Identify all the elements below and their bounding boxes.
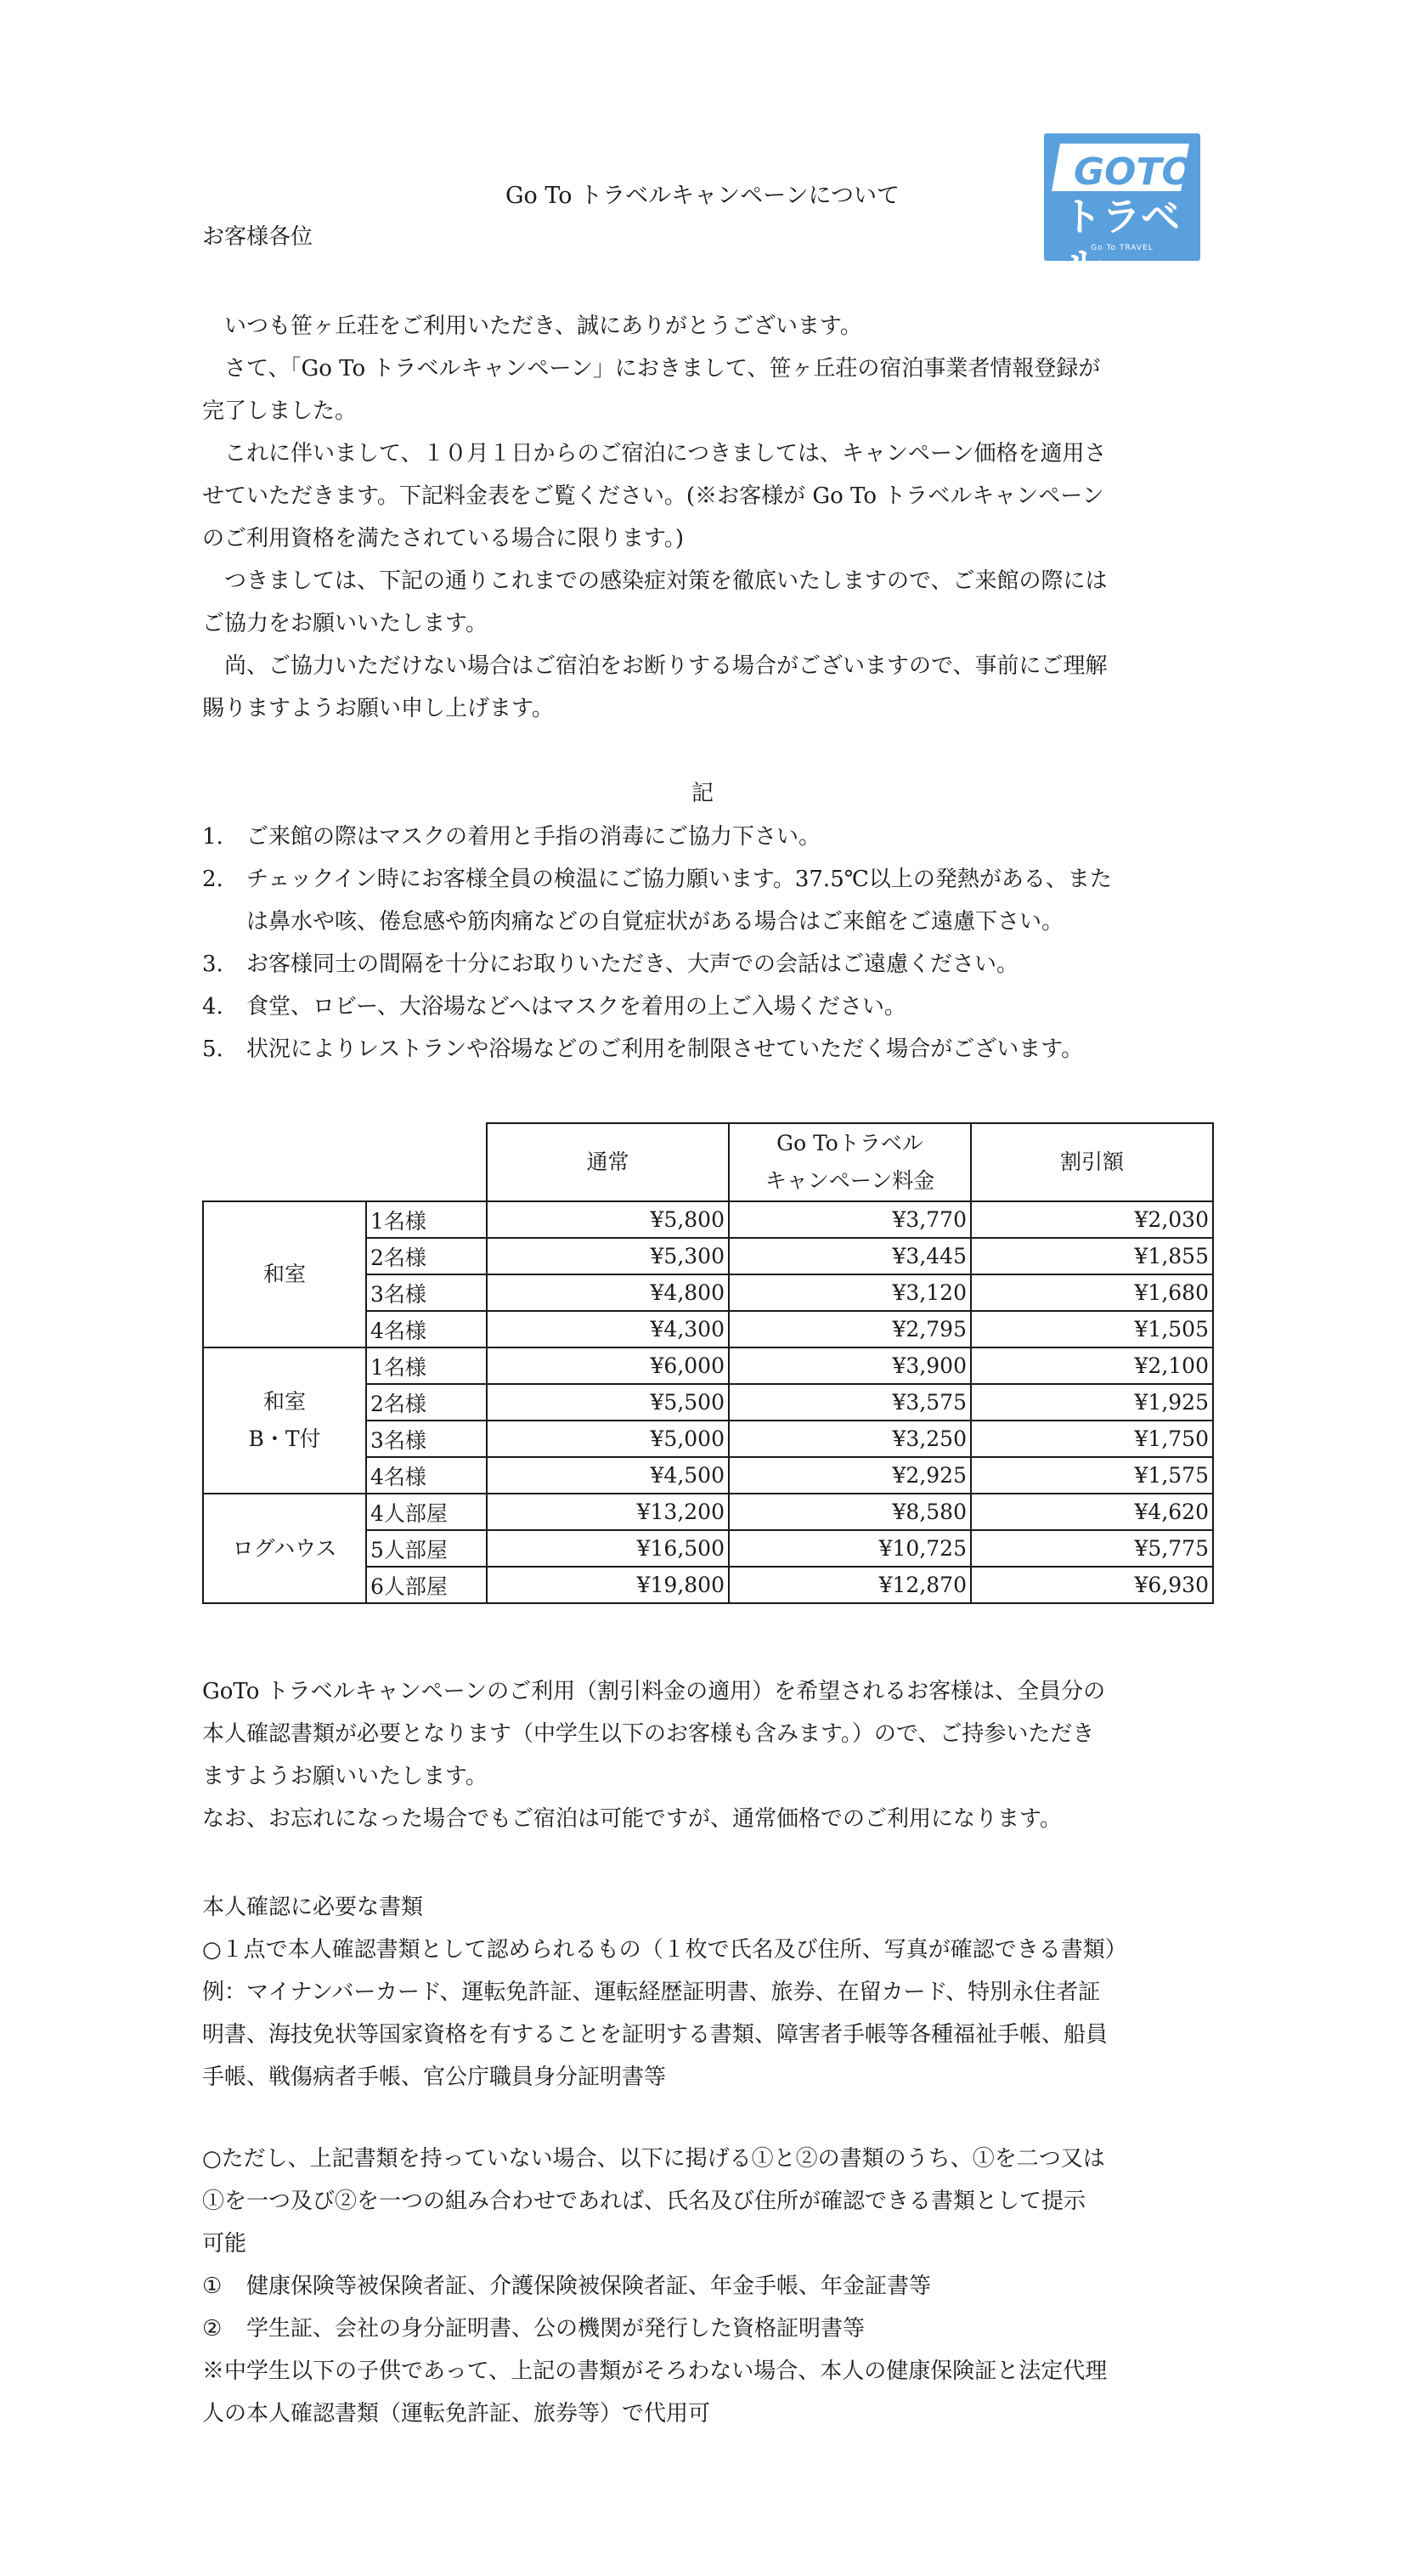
rule-text: 食堂、ロビー、大浴場などへはマスクを着用の上ご入場ください。 <box>246 994 906 1020</box>
intro-line: のご利用資格を満たされている場合に限ります。) <box>202 526 685 551</box>
alt-docs-line: ○ただし、上記書類を持っていない場合、以下に掲げる①と②の書類のうち、①を二つ又は <box>202 2146 1105 2172</box>
guest-count: 4人部屋 <box>366 1494 487 1530</box>
rule-item <box>202 986 1213 1028</box>
item-mark: ② <box>202 2316 223 2342</box>
price-campaign: ¥3,770 <box>729 1201 971 1238</box>
price-discount: ¥2,030 <box>971 1201 1213 1238</box>
note-line: なお、お忘れになった場合でもご宿泊は可能ですが、通常価格でのご利用になります。 <box>202 1806 1062 1832</box>
price-campaign: ¥3,250 <box>729 1421 971 1457</box>
price-discount: ¥1,855 <box>971 1238 1213 1274</box>
rule-text: お客様同士の間隔を十分にお取りいただき、大声での会話はご遠慮ください。 <box>246 952 1018 977</box>
price-discount: ¥4,620 <box>971 1494 1213 1530</box>
intro-line: これに伴いまして、１０月１日からのご宿泊につきましては、キャンペーン価格を適用さ <box>224 441 1107 466</box>
price-discount: ¥2,100 <box>971 1347 1213 1384</box>
alt-docs-line: ①を一つ及び②を一つの組み合わせであれば、氏名及び住所が確認できる書類として提示 <box>202 2189 1086 2214</box>
price-discount: ¥5,775 <box>971 1530 1213 1567</box>
intro-line: 完了しました。 <box>202 398 358 424</box>
table-row <box>203 1494 1213 1530</box>
id-requirement-note <box>202 1670 1213 1840</box>
logo-go-text: GOTO <box>1073 150 1193 194</box>
rule-text: は鼻水や咳、倦怠感や筋肉痛などの自覚症状がある場合はご来館をご遠慮下さい。 <box>246 909 1064 935</box>
price-discount: ¥1,680 <box>971 1274 1213 1311</box>
price-regular: ¥4,500 <box>487 1457 729 1494</box>
rule-number: 2. <box>202 867 223 892</box>
price-campaign: ¥3,120 <box>729 1274 971 1311</box>
guest-count: 2名様 <box>366 1238 487 1274</box>
logo-tagline: Go To TRAVEL <box>1091 244 1154 252</box>
rule-text: ご来館の際はマスクの着用と手指の消毒にご協力下さい。 <box>246 824 821 850</box>
header-campaign <box>729 1123 971 1201</box>
room-category: ログハウス <box>203 1494 366 1603</box>
header-campaign-line2: キャンペーン料金 <box>765 1168 935 1193</box>
header-discount: 割引額 <box>971 1123 1213 1201</box>
guest-count: 4名様 <box>366 1311 487 1347</box>
room-category <box>203 1347 366 1494</box>
price-regular: ¥4,800 <box>487 1274 729 1311</box>
intro-line: ご協力をお願いいたします。 <box>202 611 488 636</box>
header-campaign-line1: Go Toトラベル <box>776 1131 923 1155</box>
item-text: 健康保険等被保険者証、介護保険被保険者証、年金手帳、年金証書等 <box>246 2274 932 2299</box>
intro-line: 賜りますようお願い申し上げます。 <box>202 696 554 721</box>
rule-number: 4. <box>202 994 223 1020</box>
note-line: 本人確認書類が必要となります（中学生以下のお客様も含みます。）ので、ご持参いただき <box>202 1721 1095 1747</box>
price-regular: ¥4,300 <box>487 1311 729 1347</box>
intro-line: つきましては、下記の通りこれまでの感染症対策を徹底いたしますので、ご来館の際には <box>224 568 1108 594</box>
price-regular: ¥5,500 <box>487 1384 729 1421</box>
alt-docs-line: ※中学生以下の子供であって、上記の書類がそろわない場合、本人の健康保険証と法定代理 <box>202 2359 1108 2384</box>
price-discount: ¥1,750 <box>971 1421 1213 1457</box>
price-campaign: ¥2,925 <box>729 1457 971 1494</box>
guest-count: 3名様 <box>366 1274 487 1311</box>
note-line: ますようお願いいたします。 <box>202 1764 488 1789</box>
room-category-line1: 和室 <box>262 1389 306 1414</box>
rule-number: 5. <box>202 1037 223 1062</box>
alt-docs-item <box>202 2265 1213 2308</box>
docs-line: ○１点で本人確認書類として認められるもの（１枚で氏名及び住所、写真が確認できる書類） <box>202 1937 1127 1963</box>
goto-travel-logo <box>1044 133 1200 287</box>
rate-header-row <box>203 1123 1213 1201</box>
intro-line: せていただきます。下記料金表をご覧ください。(※お客様が Go To トラベルキャンペーン <box>202 483 1104 509</box>
price-regular: ¥5,000 <box>487 1421 729 1457</box>
price-discount: ¥1,505 <box>971 1311 1213 1347</box>
intro-paragraphs <box>202 305 1213 730</box>
rule-number: 3. <box>202 952 223 977</box>
docs-line: 手帳、戦傷病者手帳、官公庁職員身分証明書等 <box>202 2065 667 2090</box>
table-corner <box>203 1123 487 1201</box>
price-regular: ¥5,800 <box>487 1201 729 1238</box>
rules-list <box>202 816 1213 1071</box>
alt-docs-line: 可能 <box>202 2231 247 2257</box>
guest-count: 6人部屋 <box>366 1567 487 1603</box>
rule-item <box>202 816 1213 858</box>
item-mark: ① <box>202 2274 223 2299</box>
intro-line: 尚、ご協力いただけない場合はご宿泊をお断りする場合がございますので、事前にご理解 <box>224 653 1108 679</box>
intro-line: さて、「Go To トラベルキャンペーン」におきまして、笹ヶ丘荘の宿泊事業者情報登録が <box>224 356 1101 381</box>
intro-line: いつも笹ヶ丘荘をご利用いただき、誠にありがとうございます。 <box>224 314 862 339</box>
page-title: Go To トラベルキャンペーンについて <box>505 183 900 209</box>
price-campaign: ¥3,575 <box>729 1384 971 1421</box>
price-campaign: ¥10,725 <box>729 1530 971 1567</box>
rule-text: チェックイン時にお客様全員の検温にご協力願います。37.5℃以上の発熱がある、また <box>246 867 1112 892</box>
addressee: お客様各位 <box>202 224 313 250</box>
alternative-documents-section <box>202 2138 1213 2435</box>
price-discount: ¥1,575 <box>971 1457 1213 1494</box>
rule-item <box>202 943 1213 986</box>
price-regular: ¥16,500 <box>487 1530 729 1567</box>
item-text: 学生証、会社の身分証明書、公の機関が発行した資格証明書等 <box>246 2316 866 2342</box>
guest-count: 4名様 <box>366 1457 487 1494</box>
ki-heading: 記 <box>691 781 714 806</box>
price-campaign: ¥8,580 <box>729 1494 971 1530</box>
price-campaign: ¥3,445 <box>729 1238 971 1274</box>
guest-count: 3名様 <box>366 1421 487 1457</box>
logo-travel-text: トラベル <box>1063 194 1180 287</box>
note-line: GoTo トラベルキャンペーンのご利用（割引料金の適用）を希望されるお客様は、全員分の <box>202 1679 1106 1704</box>
docs-heading: 本人確認に必要な書類 <box>202 1895 424 1920</box>
price-campaign: ¥2,795 <box>729 1311 971 1347</box>
guest-count: 2名様 <box>366 1384 487 1421</box>
price-regular: ¥6,000 <box>487 1347 729 1384</box>
header-regular: 通常 <box>487 1123 729 1201</box>
rule-text: 状況によりレストランや浴場などのご利用を制限させていただく場合がございます。 <box>246 1037 1084 1062</box>
alt-docs-item <box>202 2308 1213 2350</box>
docs-line: 例：マイナンバーカード、運転免許証、運転経歴証明書、旅券、在留カード、特別永住者証 <box>202 1980 1101 2005</box>
price-regular: ¥13,200 <box>487 1494 729 1530</box>
table-row <box>203 1201 1213 1238</box>
table-row <box>203 1347 1213 1384</box>
rule-item <box>202 858 1213 943</box>
alt-docs-line: 人の本人確認書類（運転免許証、旅券等）で代用可 <box>202 2401 711 2426</box>
logo-go-banner <box>1052 144 1193 194</box>
rule-number: 1. <box>202 824 223 850</box>
price-regular: ¥19,800 <box>487 1567 729 1603</box>
price-regular: ¥5,300 <box>487 1238 729 1274</box>
price-campaign: ¥3,900 <box>729 1347 971 1384</box>
room-category: 和室 <box>203 1201 366 1347</box>
room-category-line2: B・T付 <box>248 1426 321 1451</box>
guest-count: 1名様 <box>366 1201 487 1238</box>
docs-line: 明書、海技免状等国家資格を有することを証明する書類、障害者手帳等各種福祉手帳、船員 <box>202 2022 1109 2048</box>
guest-count: 1名様 <box>366 1347 487 1384</box>
price-discount: ¥1,925 <box>971 1384 1213 1421</box>
rule-item <box>202 1028 1213 1071</box>
id-documents-section <box>202 1886 1213 2099</box>
price-campaign: ¥12,870 <box>729 1567 971 1603</box>
guest-count: 5人部屋 <box>366 1530 487 1567</box>
rate-table <box>202 1122 1214 1604</box>
price-discount: ¥6,930 <box>971 1567 1213 1603</box>
